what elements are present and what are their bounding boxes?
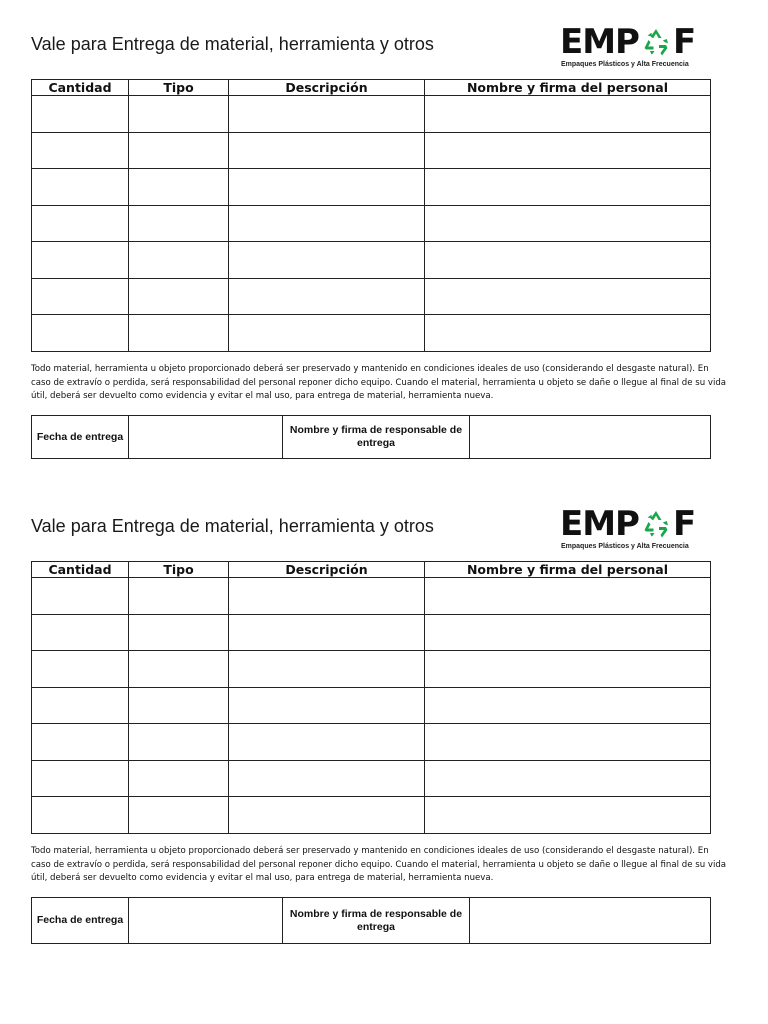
responsible-label: Nombre y firma de responsable de entrega	[283, 898, 470, 944]
cell-descripcion[interactable]	[229, 724, 425, 761]
cell-nombre-firma[interactable]	[425, 315, 711, 352]
cell-tipo[interactable]	[129, 578, 229, 615]
table-row	[32, 614, 711, 651]
delivery-row	[32, 416, 711, 459]
table-row	[32, 205, 711, 242]
cell-descripcion[interactable]	[229, 578, 425, 615]
items-table	[31, 79, 711, 352]
voucher-title: Vale para Entrega de material, herramienta y otros	[31, 516, 434, 536]
logo-tagline: Empaques Plásticos y Alta Frecuencia	[561, 61, 689, 68]
recycle-icon	[640, 508, 672, 540]
cell-descripcion[interactable]	[229, 614, 425, 651]
header-nombre-firma: Nombre y firma del personal	[425, 562, 711, 578]
header-cantidad: Cantidad	[32, 562, 129, 578]
company-logo	[560, 504, 696, 556]
cell-nombre-firma[interactable]	[425, 614, 711, 651]
cell-cantidad[interactable]	[32, 687, 129, 724]
logo-wordmark-left: EMP	[560, 504, 639, 544]
logo-wordmark-right: F	[672, 504, 696, 544]
cell-nombre-firma[interactable]	[425, 724, 711, 761]
cell-descripcion[interactable]	[229, 132, 425, 169]
cell-cantidad[interactable]	[32, 169, 129, 206]
responsibility-notice: Todo material, herramienta u objeto proporcionado deberá ser preservado y mantenido en condiciones ideales de uso (considerando el desgaste natural). En caso de extravío o perdida, será responsabilidad del personal reponer dicho equipo. Cuando el material, herramienta u objeto se dañe o llegue al final de su vida útil, deberá ser devuelto como evidencia y evitar el mal uso, para entrega de material, herramienta nueva.	[31, 364, 727, 402]
cell-nombre-firma[interactable]	[425, 651, 711, 688]
cell-cantidad[interactable]	[32, 614, 129, 651]
header-descripcion: Descripción	[229, 80, 425, 96]
table-row	[32, 651, 711, 688]
header-tipo: Tipo	[129, 80, 229, 96]
logo-wordmark	[560, 24, 695, 60]
table-row	[32, 315, 711, 352]
cell-cantidad[interactable]	[32, 797, 129, 834]
responsible-signature-field[interactable]	[470, 416, 711, 459]
logo-tagline: Empaques Plásticos y Alta Frecuencia	[561, 543, 689, 550]
header-cantidad: Cantidad	[32, 80, 129, 96]
cell-nombre-firma[interactable]	[425, 205, 711, 242]
cell-tipo[interactable]	[129, 242, 229, 279]
cell-descripcion[interactable]	[229, 687, 425, 724]
voucher-2	[0, 482, 768, 952]
cell-nombre-firma[interactable]	[425, 242, 711, 279]
cell-tipo[interactable]	[129, 132, 229, 169]
company-logo	[560, 22, 696, 74]
cell-cantidad[interactable]	[32, 132, 129, 169]
cell-descripcion[interactable]	[229, 651, 425, 688]
delivery-table	[31, 415, 711, 459]
delivery-date-field[interactable]	[129, 898, 283, 944]
responsible-label: Nombre y firma de responsable de entrega	[283, 416, 470, 459]
cell-cantidad[interactable]	[32, 651, 129, 688]
cell-cantidad[interactable]	[32, 724, 129, 761]
table-header-row	[32, 80, 711, 96]
cell-descripcion[interactable]	[229, 760, 425, 797]
cell-cantidad[interactable]	[32, 578, 129, 615]
cell-nombre-firma[interactable]	[425, 132, 711, 169]
table-row	[32, 96, 711, 133]
table-row	[32, 169, 711, 206]
cell-cantidad[interactable]	[32, 242, 129, 279]
table-row	[32, 797, 711, 834]
cell-nombre-firma[interactable]	[425, 96, 711, 133]
table-row	[32, 578, 711, 615]
delivery-date-label: Fecha de entrega	[32, 898, 129, 944]
cell-tipo[interactable]	[129, 724, 229, 761]
table-row	[32, 132, 711, 169]
items-table	[31, 561, 711, 834]
cell-tipo[interactable]	[129, 614, 229, 651]
cell-cantidad[interactable]	[32, 760, 129, 797]
voucher-title: Vale para Entrega de material, herramienta y otros	[31, 34, 434, 54]
responsibility-notice: Todo material, herramienta u objeto proporcionado deberá ser preservado y mantenido en condiciones ideales de uso (considerando el desgaste natural). En caso de extravío o perdida, será responsabilidad del personal reponer dicho equipo. Cuando el material, herramienta u objeto se dañe o llegue al final de su vida útil, deberá ser devuelto como evidencia y evitar el mal uso, para entrega de material, herramienta nueva.	[31, 846, 727, 884]
cell-tipo[interactable]	[129, 797, 229, 834]
responsible-signature-field[interactable]	[470, 898, 711, 944]
delivery-date-field[interactable]	[129, 416, 283, 459]
table-row	[32, 760, 711, 797]
cell-tipo[interactable]	[129, 205, 229, 242]
cell-descripcion[interactable]	[229, 278, 425, 315]
logo-wordmark	[560, 506, 695, 542]
cell-tipo[interactable]	[129, 760, 229, 797]
cell-cantidad[interactable]	[32, 278, 129, 315]
header-descripcion: Descripción	[229, 562, 425, 578]
cell-descripcion[interactable]	[229, 315, 425, 352]
cell-descripcion[interactable]	[229, 205, 425, 242]
logo-wordmark-right: F	[672, 22, 696, 62]
table-header-row	[32, 562, 711, 578]
cell-descripcion[interactable]	[229, 169, 425, 206]
table-row	[32, 242, 711, 279]
header-nombre-firma: Nombre y firma del personal	[425, 80, 711, 96]
cell-tipo[interactable]	[129, 169, 229, 206]
header-tipo: Tipo	[129, 562, 229, 578]
table-row	[32, 724, 711, 761]
cell-nombre-firma[interactable]	[425, 760, 711, 797]
cell-tipo[interactable]	[129, 687, 229, 724]
cell-nombre-firma[interactable]	[425, 578, 711, 615]
cell-cantidad[interactable]	[32, 96, 129, 133]
voucher-1	[0, 0, 768, 470]
cell-tipo[interactable]	[129, 651, 229, 688]
recycle-icon	[640, 26, 672, 58]
cell-descripcion[interactable]	[229, 96, 425, 133]
cell-descripcion[interactable]	[229, 242, 425, 279]
cell-cantidad[interactable]	[32, 205, 129, 242]
cell-nombre-firma[interactable]	[425, 797, 711, 834]
cell-nombre-firma[interactable]	[425, 169, 711, 206]
cell-nombre-firma[interactable]	[425, 278, 711, 315]
cell-tipo[interactable]	[129, 278, 229, 315]
table-row	[32, 687, 711, 724]
cell-tipo[interactable]	[129, 315, 229, 352]
delivery-table	[31, 897, 711, 944]
delivery-date-label: Fecha de entrega	[32, 416, 129, 459]
table-row	[32, 278, 711, 315]
delivery-row	[32, 898, 711, 944]
logo-wordmark-left: EMP	[560, 22, 639, 62]
cell-tipo[interactable]	[129, 96, 229, 133]
cell-nombre-firma[interactable]	[425, 687, 711, 724]
cell-cantidad[interactable]	[32, 315, 129, 352]
cell-descripcion[interactable]	[229, 797, 425, 834]
